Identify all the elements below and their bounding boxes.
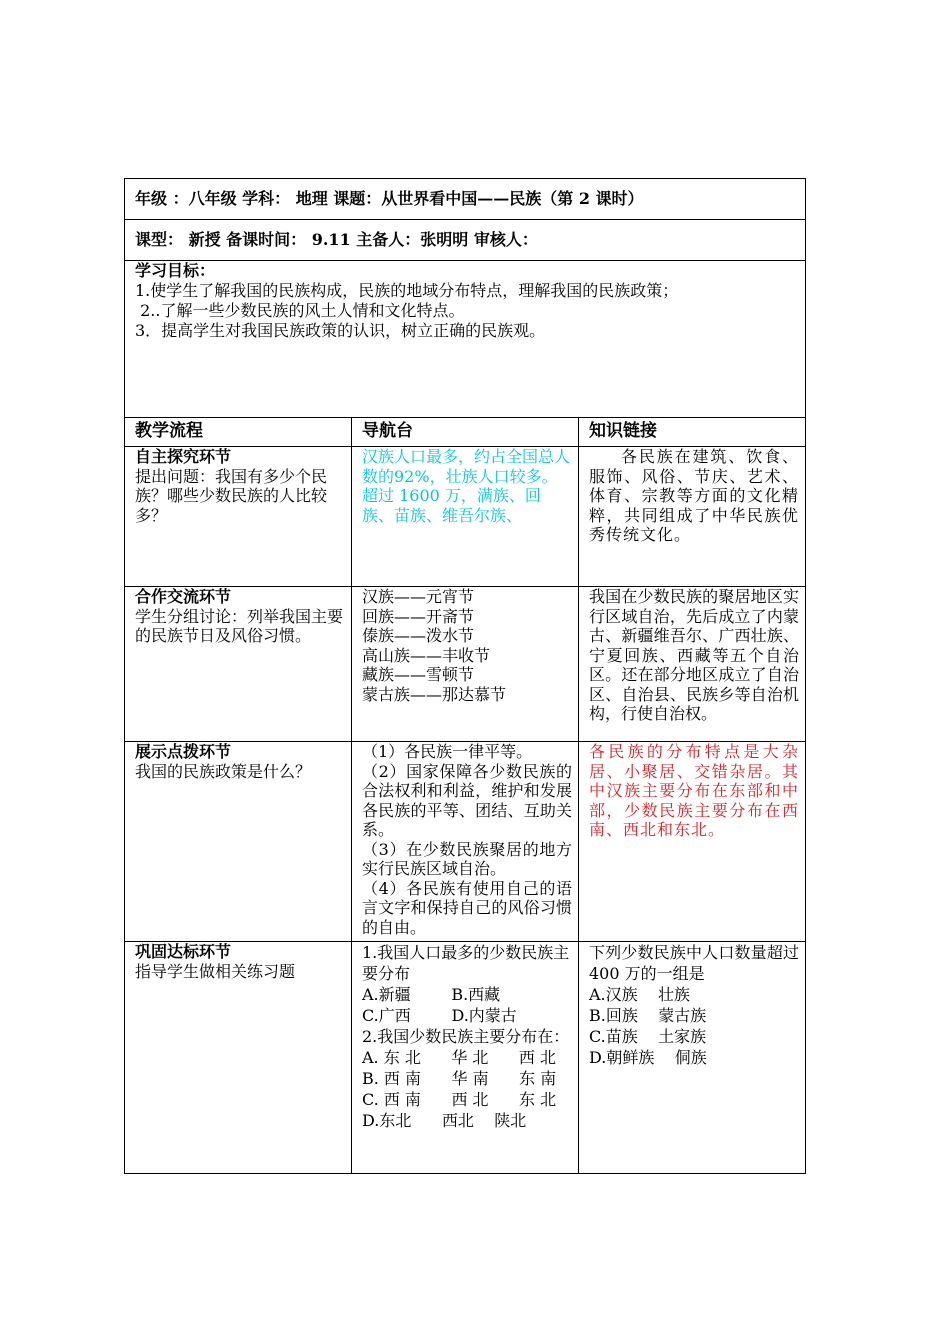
goal-item: 2..了解一些少数民族的风土人情和文化特点。 bbox=[135, 301, 465, 320]
col-header-flow: 教学流程 bbox=[125, 418, 352, 447]
nav-text: 汉族人口最多，约占全国总人数的92%，壮族人口较多。超过 1600 万，满族、回族、苗族、维吾尔族、 bbox=[362, 447, 571, 525]
nav-line: （1）各民族一律平等。 bbox=[362, 742, 533, 761]
nav-line: （2）国家保障各少数民族的合法权利和利益，维护和发展各民族的平等、团结、互助关系。 bbox=[362, 761, 572, 839]
grade-subject-topic-line: 年级 ：八年级 学科： 地理 课题：从世界看中国——民族（第 2 课时） bbox=[125, 179, 806, 220]
col-header-nav: 导航台 bbox=[352, 418, 579, 447]
nav-line: A.新疆 B.西藏 bbox=[362, 985, 501, 1004]
nav-line: D.东北 西北 陕北 bbox=[362, 1111, 527, 1130]
link-cell bbox=[579, 742, 806, 942]
nav-line: A. 东 北 华 北 西 北 bbox=[362, 1048, 557, 1067]
nav-line: （4）各民族有使用自己的语言文字和保持自己的风俗习惯的自由。 bbox=[362, 878, 572, 937]
nav-line: 傣族——泼水节 bbox=[362, 626, 475, 645]
link-line: 下列少数民族中人口数量超过 400 万的一组是 bbox=[589, 943, 799, 983]
lesson-plan-document bbox=[124, 178, 805, 1174]
link-line: B.回族 蒙古族 bbox=[589, 1006, 707, 1025]
nav-cell bbox=[352, 587, 579, 742]
flow-cell bbox=[125, 587, 352, 742]
link-text: 各民族在建筑、饮食、服饰、风俗、节庆、艺术、体育、宗教等方面的文化精粹，共同组成了中华民族优秀传统文化。 bbox=[589, 447, 799, 544]
nav-line: 2.我国少数民族主要分布在： bbox=[362, 1027, 570, 1046]
flow-cell bbox=[125, 742, 352, 942]
lesson-type-line: 课型： 新授 备课时间： 9.11 主备人：张明明 审核人： bbox=[125, 220, 806, 261]
link-line: C.苗族 土家族 bbox=[589, 1027, 707, 1046]
lesson-plan-table bbox=[124, 178, 806, 1174]
nav-cell bbox=[352, 742, 579, 942]
nav-line: 藏族——雪顿节 bbox=[362, 665, 475, 684]
nav-line: B. 西 南 华 南 东 南 bbox=[362, 1069, 557, 1088]
nav-line: 汉族——元宵节 bbox=[362, 587, 475, 606]
link-line: D.朝鲜族 侗族 bbox=[589, 1048, 707, 1067]
nav-line: 回族——开斋节 bbox=[362, 606, 475, 626]
col-header-link: 知识链接 bbox=[579, 418, 806, 447]
learning-goals bbox=[125, 261, 806, 418]
section-title: 展示点拨环节 bbox=[135, 742, 232, 761]
section-title: 巩固达标环节 bbox=[135, 942, 232, 961]
link-text: 各民族的分布特点是大杂居、小聚居、交错杂居。其中汉族主要分布在东部和中部，少数民族主要分布在西南、西北和东北。 bbox=[589, 742, 799, 839]
nav-line: C.广西 D.内蒙古 bbox=[362, 1006, 517, 1025]
flow-text: 学生分组讨论：列举我国主要的民族节日及风俗习惯。 bbox=[135, 606, 344, 645]
flow-cell bbox=[125, 447, 352, 587]
flow-text: 提出问题：我国有多少个民族？哪些少数民族的人比较多？ bbox=[135, 466, 328, 525]
nav-line: 高山族——丰收节 bbox=[362, 645, 491, 665]
link-text: 我国在少数民族的聚居地区实行区域自治，先后成立了内蒙古、新疆维吾尔、广西壮族、宁夏回族、西藏等五个自治区。还在部分地区成立了自治区、自治县、民族乡等自治机构，行使自治权。 bbox=[589, 587, 799, 723]
flow-text: 我国的民族政策是什么？ bbox=[135, 761, 312, 781]
nav-cell bbox=[352, 447, 579, 587]
goals-title: 学习目标： bbox=[135, 261, 216, 280]
goal-item: 1.使学生了解我国的民族构成，民族的地域分布特点，理解我国的民族政策； bbox=[135, 281, 679, 300]
flow-cell bbox=[125, 942, 352, 1174]
link-cell bbox=[579, 942, 806, 1174]
nav-line: 1.我国人口最多的少数民族主要分布 bbox=[362, 943, 570, 983]
nav-line: C. 西 南 西 北 东 北 bbox=[362, 1090, 557, 1109]
section-title: 自主探究环节 bbox=[135, 447, 232, 466]
link-cell bbox=[579, 587, 806, 742]
section-title: 合作交流环节 bbox=[135, 587, 232, 606]
goal-item: 3．提高学生对我国民族政策的认识，树立正确的民族观。 bbox=[135, 321, 546, 340]
nav-line: 蒙古族——那达慕节 bbox=[362, 684, 507, 704]
flow-text: 指导学生做相关练习题 bbox=[135, 961, 296, 981]
link-line: A.汉族 壮族 bbox=[589, 985, 690, 1004]
nav-line: （3）在少数民族聚居的地方实行民族区域自治。 bbox=[362, 839, 572, 878]
nav-cell bbox=[352, 942, 579, 1174]
link-cell bbox=[579, 447, 806, 587]
